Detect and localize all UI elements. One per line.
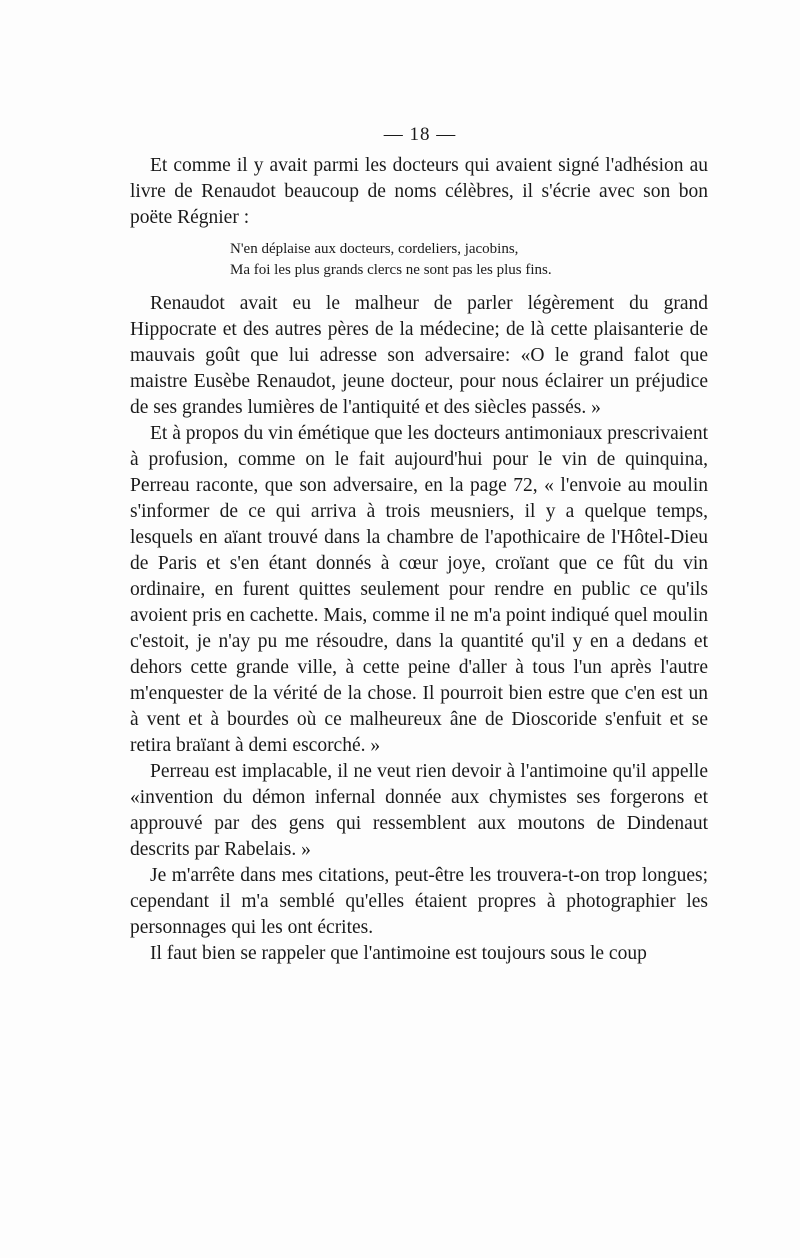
paragraph-5: Je m'arrête dans mes citations, peut-être les trouvera-t-on trop longues; cependant il m'a semblé qu'elles étaient propres à photographier les personnages qui les ont écrites.: [130, 865, 708, 938]
paragraph-6: Il faut bien se rappeler que l'antimoine est toujours sous le coup: [150, 943, 647, 964]
verse-line-1: N'en déplaise aux docteurs, cordeliers, jacobins,: [230, 241, 519, 257]
paragraph-2: Renaudot avait eu le malheur de parler légèrement du grand Hippocrate et des autres pères de la médecine; de là cette plaisanterie de mauvais goût que lui adresse son adversaire: «O le grand falot que maistre Eusèbe Renaudot, jeune docteur, pour nous éclairer un préjudice de ses grandes lumières de l'antiquité et des siècles passés. »: [130, 293, 708, 418]
paragraph-1: Et comme il y avait parmi les docteurs qui avaient signé l'adhésion au livre de Renaudot beaucoup de noms célèbres, il s'écrie avec son bon poëte Régnier :: [130, 155, 708, 228]
page-number: — 18 —: [383, 124, 457, 145]
paragraph-3: Et à propos du vin émétique que les docteurs antimoniaux prescrivaient à profusion, comme on le fait aujourd'hui pour le vin de quinquina, Perreau raconte, que son adversaire, en la page 72, « l'envoie au moulin s'informer de ce qui arriva à trois meusniers, il y a quelque temps, lesquels en aïant trouvé dans la chambre de l'apothicaire de l'Hôtel-Dieu de Paris et s'en étant donnés à cœur joye, croïant que ce fût du vin ordinaire, en furent quittes seulement pour rendre en public ce qu'ils avoient pris en cachette. Mais, comme il ne m'a point indiqué quel moulin c'estoit, je n'ay pu me résoudre, dans la quantité qu'il y en a dedans et dehors cette grande ville, à cette peine d'aller à tous l'un après l'autre m'enquester de la vérité de la chose. Il pourroit bien estre que c'en est un à vent et à bourdes où ce malheureux âne de Dioscoride s'enfuit et se retira braïant à demi escorché. »: [130, 423, 708, 756]
paragraph-4: Perreau est implacable, il ne veut rien devoir à l'antimoine qu'il appelle «invention du démon infernal donnée aux chymistes ses forgerons et approuvé par des gens qui ressemblent aux moutons de Dindenaut descrits par Rabelais. »: [130, 761, 708, 860]
verse-quote: [230, 239, 708, 281]
body-text: [130, 153, 708, 967]
verse-line-2: Ma foi les plus grands clercs ne sont pas les plus fins.: [230, 262, 552, 278]
